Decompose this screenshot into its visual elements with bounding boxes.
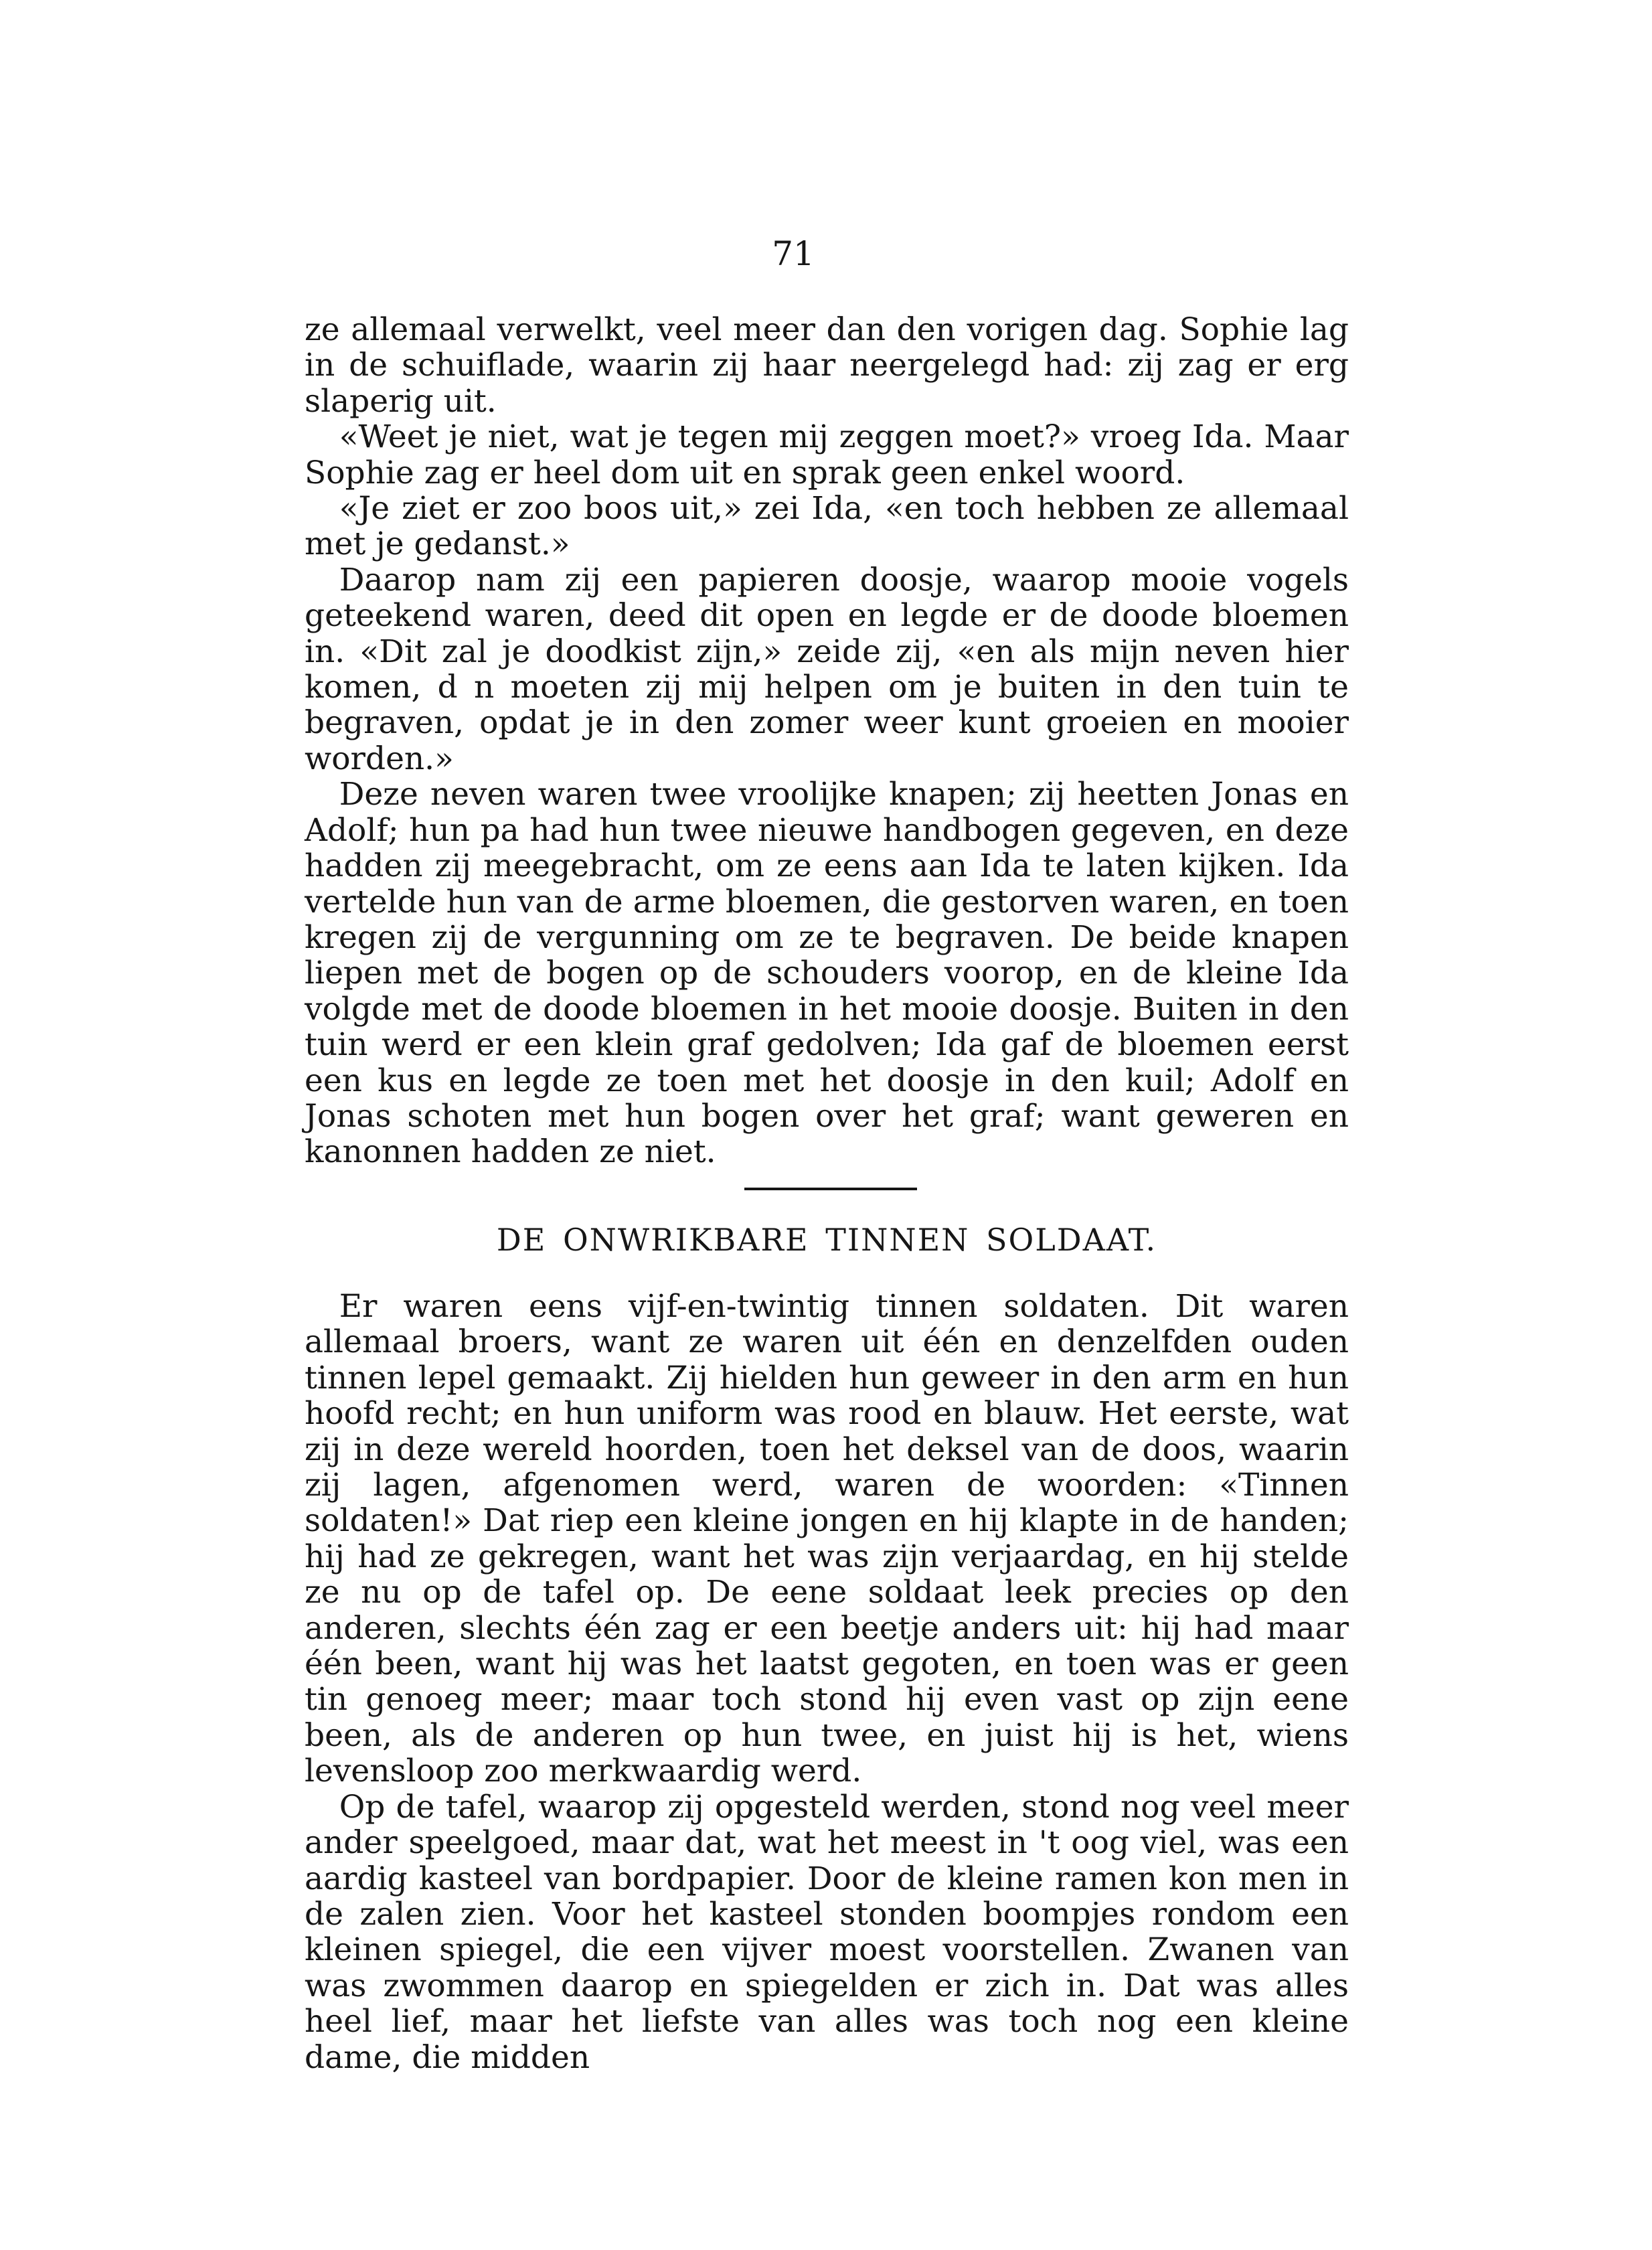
paragraph: Er waren eens vijf-en-twintig tinnen soldaten. Dit waren allemaal broers, want ze waren uit één en denzelfden ouden tinnen lepel gemaakt. Zij hielden hun geweer in den arm en hun hoofd recht; en hun uniform was rood en blauw. Het eerste, wat zij in deze wereld hoorden, toen het deksel van de doos, waarin zij lagen, afgenomen werd, waren de woorden: «Tinnen soldaten!» Dat riep een kleine jongen en hij klapte in de handen; hij had ze gekregen, want het was zijn verjaardag, en hij stelde ze nu op de tafel op. De eene soldaat leek precies op den anderen, slechts één zag er een beetje anders uit: hij had maar één been, want hij was het laatst gegoten, en toen was er geen tin genoeg meer; maar toch stond hij even vast op zijn eene been, als de anderen op hun twee, en juist hij is het, wiens levensloop zoo merkwaardig werd. (305, 1288, 1349, 1790)
paragraph: «Weet je niet, wat je tegen mij zeggen moet?» vroeg Ida. Maar Sophie zag er heel dom uit en sprak geen enkel woord. (305, 418, 1349, 491)
section-divider (744, 1188, 917, 1190)
paragraph: «Je ziet er zoo boos uit,» zei Ida, «en toch hebben ze allemaal met je gedanst.» (305, 490, 1349, 563)
paragraph: Deze neven waren twee vroolijke knapen; zij heetten Jonas en Adolf; hun pa had hun twee nieuwe handbogen gegeven, en deze hadden zij meegebracht, om ze eens aan Ida te laten kijken. Ida vertelde hun van de arme bloemen, die gestorven waren, en toen kregen zij de vergunning om ze te begraven. De beide knapen liepen met de bogen op de schouders voorop, en de kleine Ida volgde met de doode bloemen in het mooie doosje. Buiten in den tuin werd er een klein graf gedolven; Ida gaf de bloemen eerst een kus en legde ze toen met het doosje in den kuil; Adolf en Jonas schoten met hun bogen over het graf; want geweren en kanonnen hadden ze niet. (305, 776, 1349, 1171)
paragraph: Daarop nam zij een papieren doosje, waarop mooie vogels geteekend waren, deed dit open en legde er de doode bloemen in. «Dit zal je doodkist zijn,» zeide zij, «en als mijn neven hier komen, d n moeten zij mij helpen om je buiten in den tuin te begraven, opdat je in den zomer weer kunt groeien en mooier worden.» (305, 561, 1349, 777)
section-title: DE ONWRIKBARE TINNEN SOLDAAT. (496, 1222, 1157, 1258)
page-number: 71 (772, 234, 815, 273)
paragraph: Op de tafel, waarop zij opgesteld werden, stond nog veel meer ander speelgoed, maar dat, wat het meest in 't oog viel, was een aardig kasteel van bordpapier. Door de kleine ramen kon men in de zalen zien. Voor het kasteel stonden boompjes rondom een kleinen spiegel, die een vijver moest voorstellen. Zwanen van was zwommen daarop en spiegelden er zich in. Dat was alles heel lief, maar het liefste van alles was toch nog een kleine dame, die midden (305, 1788, 1349, 2076)
story-continuation (305, 312, 1349, 1170)
story-body (305, 1289, 1349, 2075)
paragraph: ze allemaal verwelkt, veel meer dan den vorigen dag. Sophie lag in de schuiflade, waarin zij haar neergelegd had: zij zag er erg slaperig uit. (305, 311, 1349, 420)
